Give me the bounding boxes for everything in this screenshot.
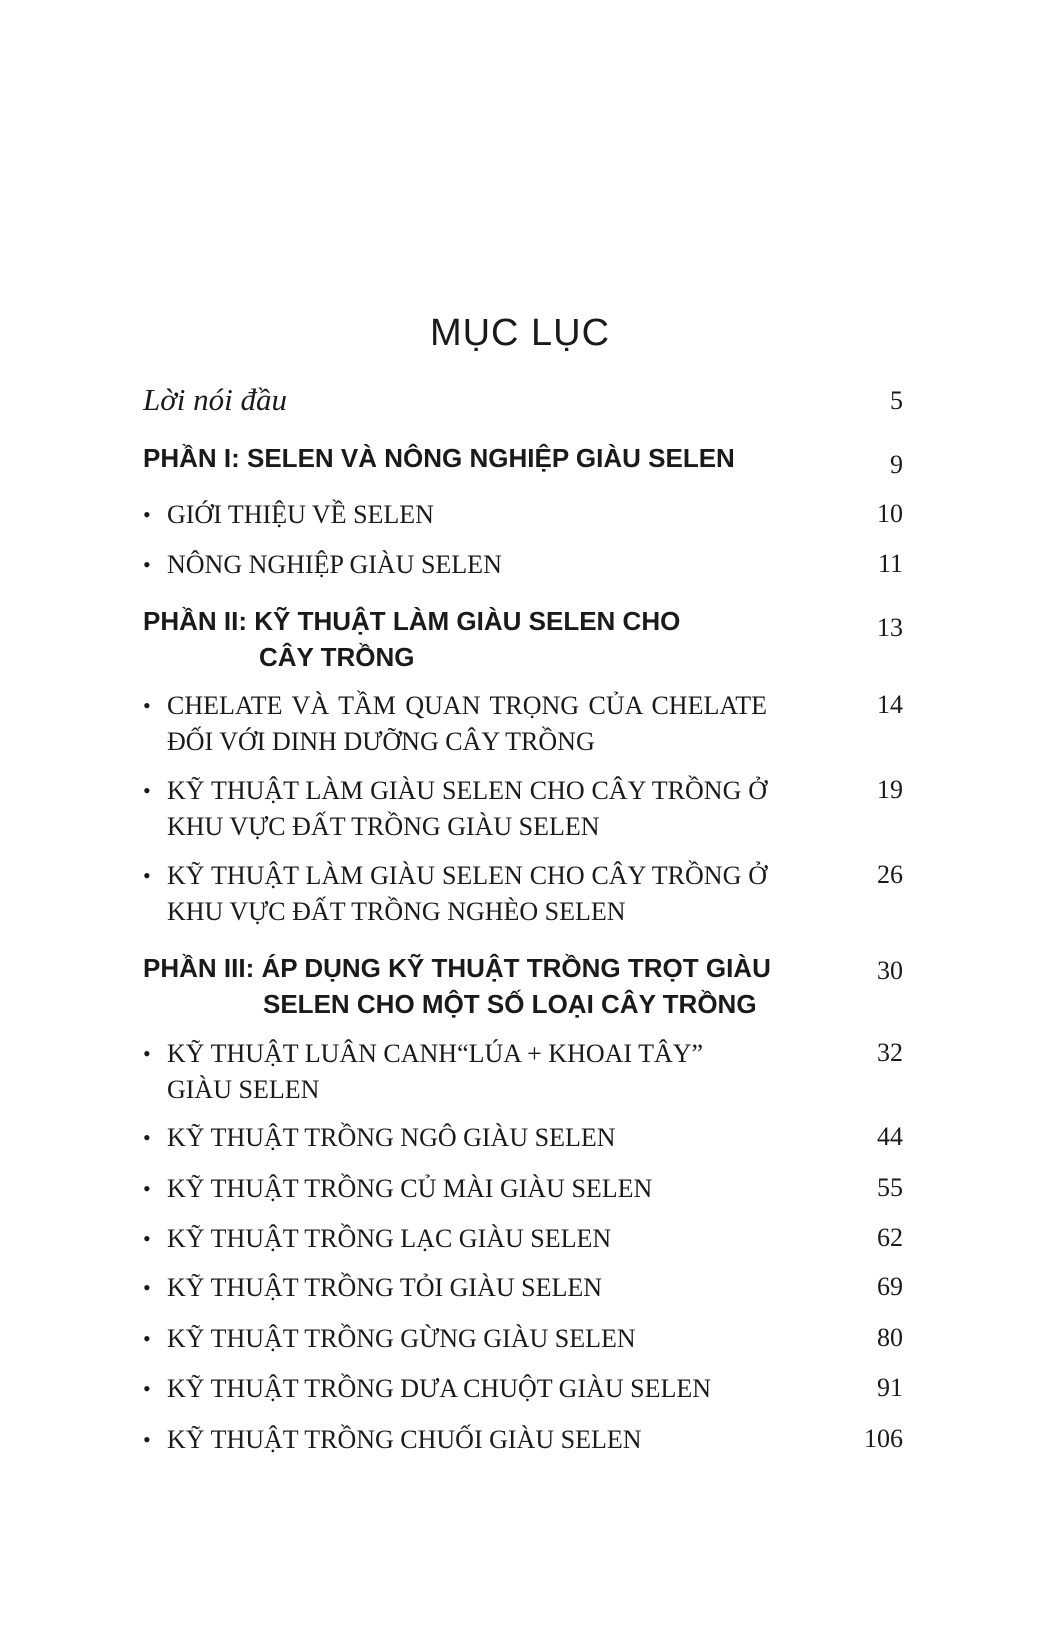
- bullet: •: [143, 1041, 151, 1066]
- toc-item: [143, 1422, 903, 1458]
- toc-item-title: KỸ THUẬT LÀM GIÀU SELEN CHO CÂY TRỒNG Ở KHU VỰC ĐẤT TRỒNG GIÀU SELEN: [167, 776, 767, 841]
- bullet: •: [143, 1226, 151, 1251]
- toc-item: [143, 688, 903, 760]
- toc-page-number: 91: [877, 1373, 903, 1402]
- toc-page-number: 10: [877, 499, 903, 528]
- toc-page-number: 13: [877, 613, 903, 642]
- toc-page-number: 19: [877, 775, 903, 804]
- toc-item-title: KỸ THUẬT TRỒNG CHUỐI GIÀU SELEN: [167, 1425, 642, 1454]
- toc-part-title-line2: CÂY TRỒNG: [259, 642, 415, 672]
- toc-page-number: 55: [877, 1173, 903, 1202]
- toc-item: [143, 1371, 903, 1407]
- toc-item: [143, 1270, 903, 1306]
- bullet: •: [143, 1275, 151, 1300]
- toc-part-1: [143, 440, 903, 479]
- toc-item: [143, 773, 903, 845]
- toc-item: [143, 1036, 903, 1108]
- toc-item-title: [167, 1036, 767, 1108]
- toc-page-number: 32: [877, 1038, 903, 1067]
- bullet: •: [143, 552, 151, 577]
- bullet: •: [143, 1376, 151, 1401]
- bullet: •: [143, 502, 151, 527]
- toc-item-title: KỸ THUẬT LÀM GIÀU SELEN CHO CÂY TRỒNG Ở KHU VỰC ĐẤT TRỒNG NGHÈO SELEN: [167, 861, 767, 926]
- bullet: •: [143, 1427, 151, 1452]
- toc-part-title: [143, 950, 903, 1022]
- toc-part-title: PHẦN I: SELEN VÀ NÔNG NGHIỆP GIÀU SELEN: [143, 443, 735, 473]
- toc-item-title: KỸ THUẬT TRỒNG GỪNG GIÀU SELEN: [167, 1324, 636, 1353]
- toc-page-number: 80: [877, 1323, 903, 1352]
- toc-entry-title: Lời nói đầu: [143, 382, 288, 417]
- toc-item-title: KỸ THUẬT TRỒNG NGÔ GIÀU SELEN: [167, 1123, 616, 1152]
- bullet: •: [143, 778, 151, 803]
- toc-page-number: 9: [890, 450, 903, 479]
- toc-part-title: [143, 603, 903, 675]
- toc-page-number: 14: [877, 690, 903, 719]
- toc-page-number: 11: [877, 549, 903, 578]
- toc-item: [143, 1321, 903, 1357]
- toc-item: [143, 1171, 903, 1207]
- toc-page-number: 5: [890, 386, 903, 415]
- toc-item: [143, 858, 903, 930]
- toc-item-title: KỸ THUẬT TRỒNG TỎI GIÀU SELEN: [167, 1273, 603, 1302]
- toc-page-number: 62: [877, 1223, 903, 1252]
- toc-item-title: NÔNG NGHIỆP GIÀU SELEN: [167, 550, 502, 579]
- page-title: MỤC LỤC: [429, 312, 611, 354]
- bullet: •: [143, 863, 151, 888]
- toc-item-title: KỸ THUẬT TRỒNG DƯA CHUỘT GIÀU SELEN: [167, 1374, 712, 1403]
- toc-item-title: KỸ THUẬT TRỒNG CỦ MÀI GIÀU SELEN: [167, 1174, 653, 1203]
- bullet: •: [143, 1176, 151, 1201]
- toc-item: [143, 497, 903, 533]
- toc-item-title: CHELATE VÀ TẦM QUAN TRỌNG CỦA CHELATE ĐỐI VỚI DINH DƯỠNG CÂY TRỒNG: [167, 691, 767, 756]
- bullet: •: [143, 1326, 151, 1351]
- toc-page-number: 44: [877, 1122, 903, 1151]
- toc-item-title-line2: GIÀU SELEN: [167, 1075, 320, 1104]
- toc-part-title-line1: PHẦN III: ÁP DỤNG KỸ THUẬT TRỒNG TRỌT GIÀU: [143, 953, 771, 983]
- toc-entry-preface: [143, 382, 903, 418]
- toc-part-3: [143, 950, 903, 1022]
- toc-item-title: KỸ THUẬT TRỒNG LẠC GIÀU SELEN: [167, 1224, 612, 1253]
- toc-part-2: [143, 603, 903, 675]
- toc-part-title-line2: SELEN CHO MỘT SỐ LOẠI CÂY TRỒNG: [263, 989, 757, 1019]
- toc-page-number: 30: [877, 956, 903, 985]
- toc-part-title-line1: PHẦN II: KỸ THUẬT LÀM GIÀU SELEN CHO: [143, 606, 681, 636]
- toc-item: [143, 1221, 903, 1257]
- bullet: •: [143, 693, 151, 718]
- toc-page-number: 106: [864, 1424, 903, 1453]
- bullet: •: [143, 1125, 151, 1150]
- toc-page-number: 69: [877, 1272, 903, 1301]
- toc-item-title: GIỚI THIỆU VỀ SELEN: [167, 500, 434, 529]
- toc-item: [143, 547, 903, 583]
- toc-page-number: 26: [877, 860, 903, 889]
- toc-item-title-line1: KỸ THUẬT LUÂN CANH“LÚA + KHOAI TÂY”: [167, 1039, 704, 1068]
- toc-item: [143, 1120, 903, 1156]
